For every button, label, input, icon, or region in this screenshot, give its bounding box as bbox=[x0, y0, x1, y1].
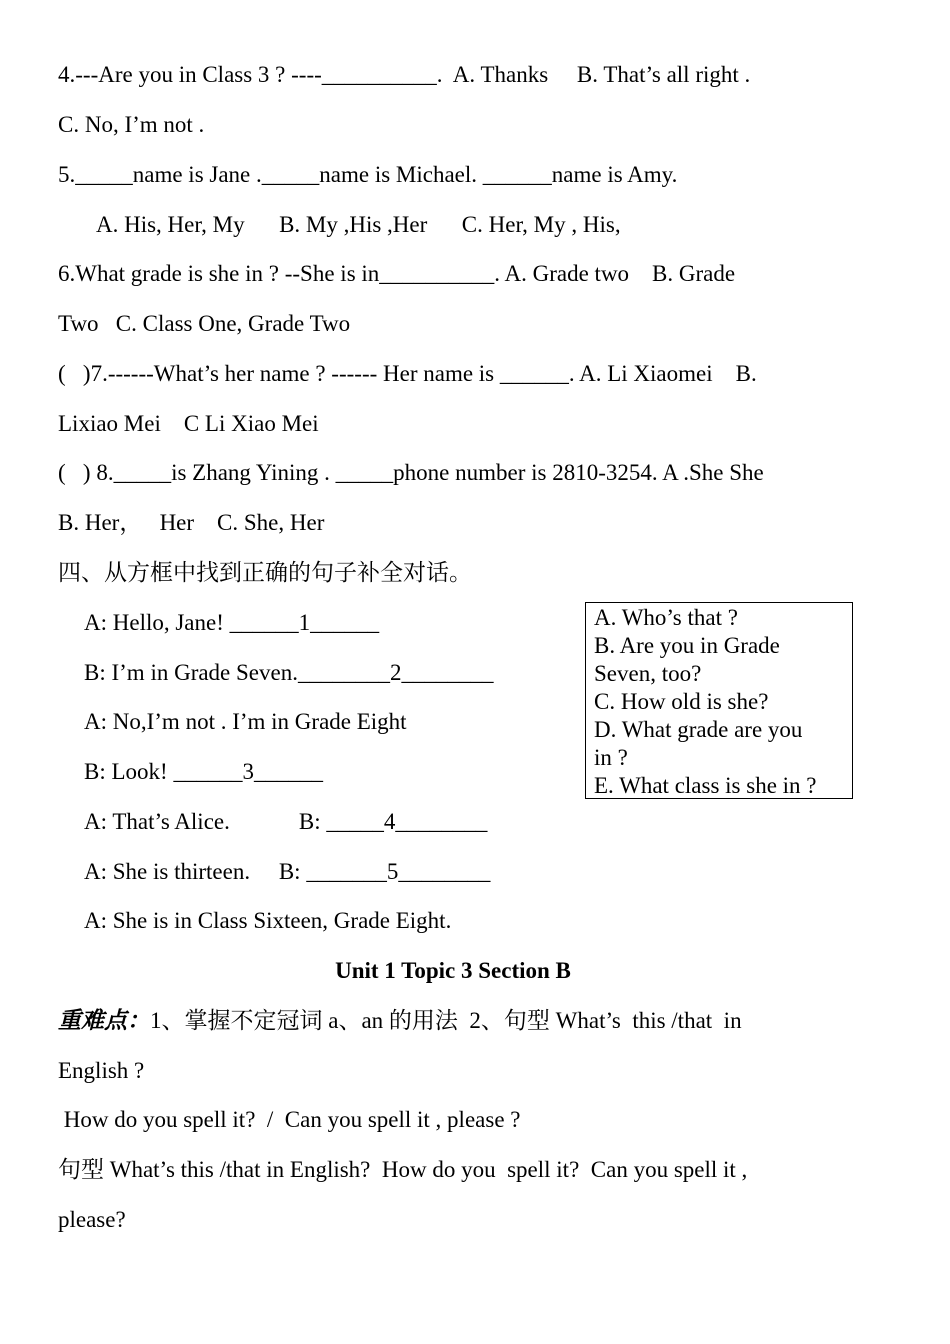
dialogue-line-7: A: She is in Class Sixteen, Grade Eight. bbox=[84, 908, 452, 933]
section-4-heading: 四、从方框中找到正确的句子补全对话。 bbox=[58, 560, 472, 585]
question-5-line1: 5._____name is Jane ._____name is Michael. ______name is Amy. bbox=[58, 162, 678, 187]
dialogue-line-4: B: Look! ______3______ bbox=[84, 759, 323, 784]
question-4-line1: 4.---Are you in Class 3 ? ----__________. A. Thanks B. That’s all right . bbox=[58, 62, 751, 87]
question-6-line2: Two C. Class One, Grade Two bbox=[58, 311, 351, 336]
question-8-line2: B. Her， Her C. She, Her bbox=[58, 510, 325, 535]
question-7-line2: Lixiao Mei C Li Xiao Mei bbox=[58, 411, 319, 436]
key-points-line2: English ? bbox=[58, 1058, 145, 1083]
spell-line: How do you spell it? / Can you spell it , please ? bbox=[58, 1107, 521, 1132]
question-7-line1: ( )7.------What’s her name ? ------ Her name is ______. A. Li Xiaomei B. bbox=[58, 361, 757, 386]
question-6-line1: 6.What grade is she in ? --She is in__________. A. Grade two B. Grade bbox=[58, 261, 736, 286]
option-e: E. What class is she in ? bbox=[594, 773, 817, 798]
option-b-line1: B. Are you in Grade bbox=[594, 633, 780, 658]
dialogue-line-6: A: She is thirteen. B: _______5________ bbox=[84, 859, 491, 884]
question-5-options: A. His, Her, My B. My ,His ,Her C. Her, My , His, bbox=[96, 212, 621, 237]
unit-title: Unit 1 Topic 3 Section B bbox=[335, 958, 571, 983]
pattern-line1: 句型 What’s this /that in English? How do you spell it? Can you spell it , bbox=[58, 1157, 748, 1182]
dialogue-line-5: A: That’s Alice. B: _____4________ bbox=[84, 809, 488, 834]
key-points-text: 1、掌握不定冠词 a、an 的用法 2、句型 What’s this /that in bbox=[150, 1008, 742, 1033]
dialogue-line-1: A: Hello, Jane! ______1______ bbox=[84, 610, 380, 635]
key-points-label: 重难点： bbox=[58, 1008, 150, 1033]
question-8-line1: ( ) 8._____is Zhang Yining . _____phone number is 2810-3254. A .She She bbox=[58, 460, 764, 485]
option-c: C. How old is she? bbox=[594, 689, 769, 714]
option-b-line2: Seven, too? bbox=[594, 661, 702, 686]
option-a: A. Who’s that ? bbox=[594, 605, 738, 630]
options-box bbox=[585, 602, 853, 799]
question-4-line2: C. No, I’m not . bbox=[58, 112, 205, 137]
key-points-line1 bbox=[58, 1006, 742, 1036]
dialogue-line-2: B: I’m in Grade Seven.________2________ bbox=[84, 660, 494, 685]
option-d-line2: in ? bbox=[594, 745, 628, 770]
option-d-line1: D. What grade are you bbox=[594, 717, 803, 742]
pattern-line2: please? bbox=[58, 1207, 126, 1232]
dialogue-line-3: A: No,I’m not . I’m in Grade Eight bbox=[84, 709, 407, 734]
